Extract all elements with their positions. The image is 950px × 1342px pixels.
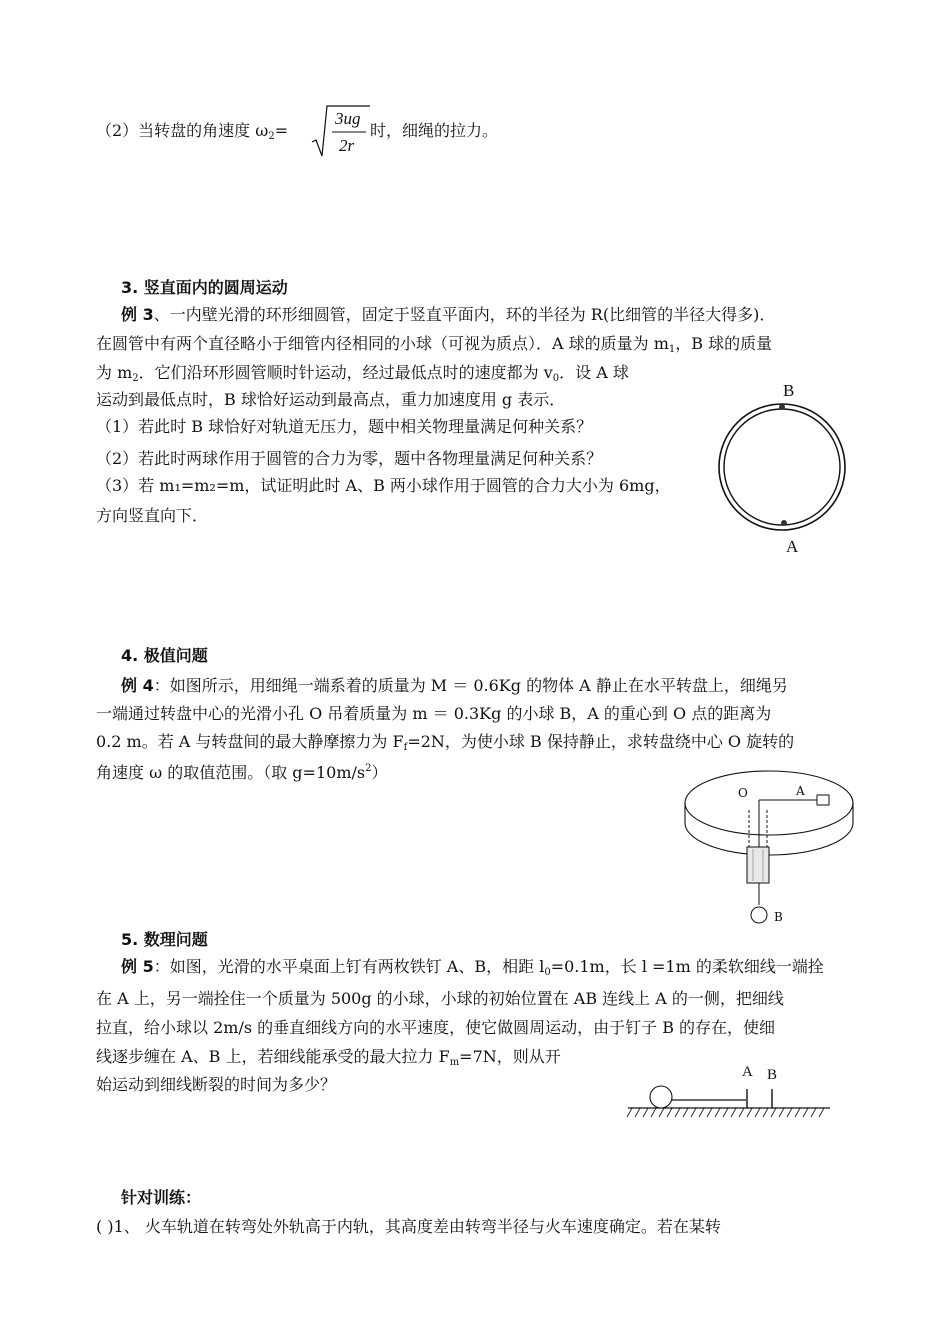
turntable-label-a: A xyxy=(796,784,805,798)
s5-l1a: ：如图，光滑的水平桌面上钉有两枚铁钉 A、B，相距 l xyxy=(153,957,545,976)
s3-line3 xyxy=(96,365,629,384)
s5-line3: 拉直，给小球以 2m/s 的垂直细线方向的水平速度，使它做圆周运动，由于钉子 B 的存在，使细 xyxy=(96,1018,776,1037)
table-hatching xyxy=(627,1108,824,1117)
ring-diagram xyxy=(716,395,856,545)
s4-l4a: 角速度 ω 的取值范围。（取 g=10m/s xyxy=(96,763,366,782)
s3-l3a: 为 m xyxy=(96,363,133,382)
s5-line4 xyxy=(96,1049,561,1068)
s3-l3-sub: 2 xyxy=(132,373,139,384)
s3-line1 xyxy=(121,307,775,323)
q2-frac-den: 2r xyxy=(339,136,355,155)
s3-l3c: ．设 A 球 xyxy=(559,363,629,382)
s3-l2a: 在圆管中有两个直径略小于细管内径相同的小球（可视为质点）．A 球的质量为 m xyxy=(96,334,669,353)
turntable-label-b: B xyxy=(774,910,783,924)
nail-label-a: A xyxy=(742,1064,753,1080)
s5-l1-sub: 0 xyxy=(544,967,551,978)
s4-l3b: =2N，为使小球 B 保持静止，求转盘绕中心 O 旋转的 xyxy=(407,732,795,751)
ball-b xyxy=(779,404,785,410)
nail-label-b: B xyxy=(767,1067,778,1083)
ball-a xyxy=(781,520,787,526)
ring-inner xyxy=(724,409,840,525)
turntable-diagram xyxy=(683,765,863,945)
q2-prefix: （2）当转盘的角速度 ω xyxy=(96,121,269,140)
s3-line2 xyxy=(96,336,772,355)
s3-q1: （1）若此时 B 球恰好对轨道无压力，题中相关物理量满足何种关系？ xyxy=(96,417,593,436)
s4-l3-sub: f xyxy=(403,742,408,753)
s4-heading: 4. 极值问题 xyxy=(121,646,208,665)
s5-line1 xyxy=(121,959,824,978)
s4-l4-sup: 2 xyxy=(365,763,372,774)
s3-line4: 运动到最低点时，B 球恰好运动到最高点，重力加速度用 g 表示． xyxy=(96,390,566,409)
s3-example-label: 例 3 xyxy=(121,305,154,324)
s3-q3b: 方向竖直向下． xyxy=(96,506,209,525)
s5-l4-sub: m xyxy=(449,1057,460,1068)
s5-line5: 始运动到细线断裂的时间为多少？ xyxy=(96,1075,337,1094)
s3-heading: 3. 竖直面内的圆周运动 xyxy=(121,278,288,297)
s3-l2-sub: 1 xyxy=(668,344,676,355)
s4-line4 xyxy=(96,764,387,781)
s4-l3a: 0.2 m。若 A 与转盘间的最大静摩擦力为 F xyxy=(96,732,404,751)
block-a xyxy=(817,795,829,805)
s3-q2: （2）若此时两球作用于圆管的合力为零，题中各物理量满足何种关系？ xyxy=(96,449,603,468)
s4-l4b: ） xyxy=(371,763,388,782)
q2-sub: 2 xyxy=(268,131,275,142)
q2-frac-num: 3ug xyxy=(335,109,361,128)
s5-line2: 在 A 上，另一端拴住一个质量为 500g 的小球，小球的初始位置在 AB 连线上 A 的一侧，把细线 xyxy=(96,989,784,1008)
ball xyxy=(650,1086,672,1108)
s4-line1 xyxy=(121,678,788,694)
s3-l3-sub2: 0 xyxy=(552,373,560,384)
s4-example-label: 例 4 xyxy=(121,676,154,695)
s3-l1: 、一内壁光滑的环形细圆管，固定于竖直平面内，环的半径为 R(比细管的半径大得多)． xyxy=(153,305,776,324)
tube xyxy=(747,847,769,883)
q2-eq: = xyxy=(274,121,289,140)
s5-heading: 5. 数理问题 xyxy=(121,930,208,949)
nails-diagram xyxy=(626,1075,836,1125)
s4-line3 xyxy=(96,734,794,753)
training-heading: 针对训练： xyxy=(121,1188,202,1207)
ring-outer xyxy=(719,404,845,530)
s3-q3: （3）若 m₁=m₂=m，试证明此时 A、B 两小球作用于圆管的合力大小为 6mg， xyxy=(96,476,671,495)
s5-l4b: =7N，则从开 xyxy=(459,1047,561,1066)
s4-l1: ：如图所示，用细绳一端系着的质量为 M ＝ 0.6Kg 的物体 A 静止在水平转盘上，细绳另 xyxy=(153,676,788,695)
s4-line2: 一端通过转盘中心的光滑小孔 O 吊着质量为 m ＝ 0.3Kg 的小球 B，A 的重心到 O 点的距离为 xyxy=(96,704,772,723)
s3-l2b: ，B 球的质量 xyxy=(675,334,773,353)
ring-label-b: B xyxy=(783,381,795,400)
training-item-1: ( )1、 火车轨道在转弯处外轨高于内轨，其高度差由转弯半径与火车速度确定。若在某转 xyxy=(96,1217,721,1236)
s5-example-label: 例 5 xyxy=(121,957,154,976)
s5-l4a: 线逐步缠在 A、B 上，若细线能承受的最大拉力 F xyxy=(96,1047,450,1066)
q2-line xyxy=(96,123,288,142)
s3-l3b: ．它们沿环形圆管顺时针运动，经过最低点时的速度都为 v xyxy=(138,363,553,382)
q2-suffix: 时，细绳的拉力。 xyxy=(370,121,499,140)
ring-label-a: A xyxy=(786,537,799,556)
ball-b xyxy=(751,907,767,923)
s5-l1b: =0.1m，长 l =1m 的柔软细线一端拴 xyxy=(550,957,824,976)
turntable-label-o: O xyxy=(738,786,748,800)
